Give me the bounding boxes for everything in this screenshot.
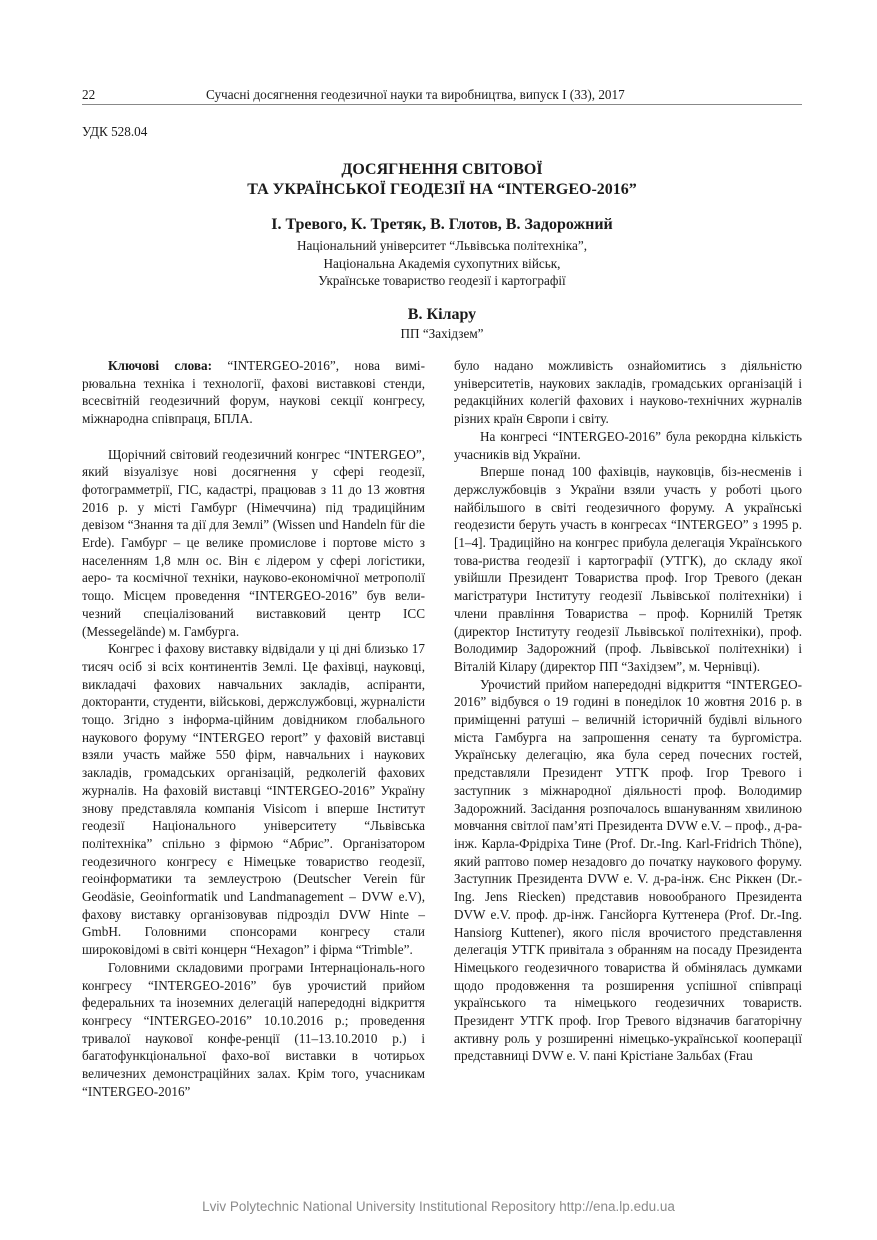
affiliation: Національна Академія сухопутних військ, <box>323 255 561 271</box>
body-paragraph: Вперше понад 100 фахівців, науковців, біз-несменів і держслужбовців з України взяли участь у роботі цього найбільшого в світі геодезичного форуму. А українські геодезисти беруть участь в конгресах “INTERGEO” з 1995 р. [1–4]. Традиційно на конгрес прибула делегація Українського това-риства геодезії і картографії (УТГК), до складу якої увійшли Президент Товариства проф. Ігор Тревого (декан магістратури Інституту геодезії Львівської політехніки) і члени правління Товариства – проф. Корнилій Третяк (директор Інституту геодезії Львівської політехніки), проф. Володимир Задорожний (проф. Львівської політехніки) і Віталій Кілару (директор ПП “Західзем”, м. Чернівці). <box>454 464 802 674</box>
authors: І. Тревого, К. Третяк, В. Глотов, В. Задорожний <box>271 216 613 233</box>
second-affiliation: ПП “Західзем” <box>400 326 484 341</box>
udk-code: УДК 528.04 <box>82 124 148 139</box>
body-paragraph: Щорічний світовий геодезичний конгрес “INTERGEO”, який візуалізує нові досягнення у сфері геодезії, фотограмметрії, ГІС, кадастрі, працював з 11 до 13 жовтня 2016 р. у місті Гамбург (Німеччина) під традиційним девізом “Знання та дії для Землі” (Wissen und Handeln für die Erde). Гамбург – це велике промислове і портове місто з населенням 1,8 млн ос. Він є лідером у сфері логістики, аеро- та космічної техніки, науково-економічної метрополії тощо. Місцем проведення “INTERGEO-2016” був вели-чезний спеціалізований виставковий центр ICC (Messegelände) м. Гамбурга. <box>82 446 425 639</box>
body-paragraph: На конгресі “INTERGEO-2016” була рекордна кількість учасників від України. <box>454 428 802 462</box>
body-paragraph: Конгрес і фахову виставку відвідали у ці дні близько 17 тисяч осіб зі всіх континентів Землі. Це фахівці, науковці, викладачі фахових навчальних закладів, аспіранти, докторанти, студенти, військові, держслужбовці, журналісти тощо. Згідно з інформа-ційним довідником глобального наукового форуму “INTERGEO report” у фаховій виставці взяли участь майже 550 фірм, навчальних і наукових закладів, громадських організацій, редколегій фахових журналів. На фаховій виставці “INTERGEO-2016” Україну знову представляла компанія Visicom і вперше Інститут геодезії Національного університету “Львівська політехніка” спільно з фірмою “Абрис”. Організатором геодезичного конгресу є Німецьке товариство геодезії, геоінформатики та землеустрою (Deutscher Verein für Geodäsie, Geoinformatik und Landmanagement – DVW e.V), фахову виставку організовував підрозділ DVW Hinte – GmbH. Головними спонсорами конгресу стали широковідомі в світі концерн “Hexagon” і фірма “Trimble”. <box>82 641 425 958</box>
running-head <box>82 86 802 105</box>
page-number: 22 <box>82 87 96 102</box>
keywords-text: “INTERGEO-2016”, нова вимі-рювальна техніка і технології, фахові виставкові стенди, всесвітній геодезичний форум, наукові секції конгресу, міжнародна співпраця, БПЛА. <box>82 358 425 427</box>
keywords-paragraph <box>82 357 425 428</box>
left-column <box>82 357 425 1101</box>
repository-footer: Lviv Polytechnic National University Institutional Repository http://ena.lp.edu.ua <box>202 1199 675 1214</box>
body-paragraph: Урочистий прийом напередодні відкриття “INTERGEO-2016” відбувся о 19 годині в понеділок 10 жовтня 2016 р. в приміщенні ратуші – величній історичній будівлі вільного міста Гамбурга на запрошення сенату та бургомістра. Українську делегацію, яка була серед почесних гостей, представляли Президент УТГК проф. Ігор Тревого і заступник з міжнародної діяльності проф. Володимир Задорожний. Засідання розпочалось вшануванням хвилиною мовчання світлої пам’яті Президента DVW e.V. – проф., д-ра-інж. Карла-Фрідріха Тине (Prof. Dr.-Ing. Karl-Fridrich Thöne), який раптово помер незадовго до початку наукового форуму. Заступник Президента DVW e. V. д-ра-інж. Єнс Ріккен (Dr.-Ing. Jens Riecken) представив новообраного Президента DVW e.V. проф. др-інж. Гансйорга Куттенера (Prof. Dr.-Ing. Hansiorg Kuttener), якого після врочистого представлення делегація УТГК привітала з обранням на посаду Президента Німецького геодезичного товариства й обмінялась думками щодо продовження та розширення успішної співпраці українського та німецького геодезичних товариств. Президент УТГК проф. Ігор Тревого відзначив багаторічну активну роль у розширенні німецько-української кооперації представниці DVW e. V. пані Крістіане Зальбах (Frau <box>454 676 802 1064</box>
title-line-1: ДОСЯГНЕННЯ СВІТОВОЇ <box>341 161 543 178</box>
affiliation: Національний університет “Львівська політехніка”, <box>296 238 588 253</box>
article-title <box>82 160 802 200</box>
body-paragraph: було надано можливість ознайомитись з діяльністю університетів, наукових закладів, громадських організацій і редакційних колегій фахових і науково-технічних журналів різних країн Європи і світу. <box>454 358 802 427</box>
keywords-label: Ключові слова: <box>108 358 212 373</box>
second-author: В. Кілару <box>407 306 477 323</box>
affiliations <box>82 237 802 290</box>
body-paragraph: Головними складовими програми Інтернаціональ-ного конгресу “INTERGEO-2016” був урочистий прийом федеральних та іноземних делегацій напередодні відкриття конгресу “INTERGEO-2016” 10.10.2016 р.; проведення тривалої наукової конфе-ренції (11–13.10.2010 р.) і багатофункціональної фахо-вої виставки в чотирьох величезних демонстраційних залах. Крім того, учасникам “INTERGEO-2016” <box>82 959 425 1099</box>
journal-title: Сучасні досягнення геодезичної науки та виробництва, випуск I (33), 2017 <box>206 87 625 102</box>
right-column <box>454 357 802 1065</box>
affiliation: Українське товариство геодезії і картографії <box>318 273 566 288</box>
title-line-2: ТА УКРАЇНСЬКОЇ ГЕОДЕЗІЇ НА “INTERGEO-2016” <box>247 181 637 198</box>
